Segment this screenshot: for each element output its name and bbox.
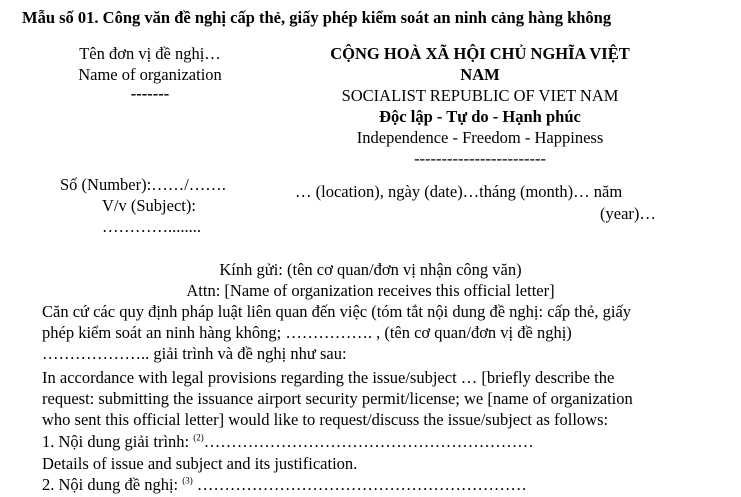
item-1-line bbox=[42, 432, 534, 452]
republic-name-en: SOCIALIST REPUBLIC OF VIET NAM bbox=[341, 86, 619, 105]
subject-dots: …………........ bbox=[102, 217, 201, 236]
body-en-line-3: who sent this official letter] would like to request/discuss the issue/subject as follows: bbox=[42, 410, 609, 429]
republic-name-vi-cont: NAM bbox=[460, 65, 500, 84]
organization-name-vi: Tên đơn vị đề nghị… bbox=[79, 44, 221, 63]
item-1-description: Details of issue and subject and its justification. bbox=[42, 454, 358, 473]
body-vi-line-1: Căn cứ các quy định pháp luật liên quan đến việc (tóm tắt nội dung đề nghị: cấp thẻ, giấy bbox=[42, 302, 632, 321]
republic-name-vi: CỘNG HOÀ XÃ HỘI CHỦ NGHĨA VIỆT bbox=[330, 44, 630, 63]
body-en-line-1: In accordance with legal provisions regarding the issue/subject … [briefly describe the bbox=[42, 368, 615, 387]
body-en-line-2: request: submitting the issuance airport security permit/license; we [name of organization bbox=[42, 389, 633, 408]
organization-name-en: Name of organization bbox=[78, 65, 222, 84]
motto-en: Independence - Freedom - Happiness bbox=[356, 128, 604, 147]
item-2-dots: …………………………………………………… bbox=[196, 475, 527, 494]
right-divider: ------------------------ bbox=[414, 149, 546, 168]
recipient-en: Attn: [Name of organization receives this official letter] bbox=[186, 281, 555, 300]
recipient-vi: Kính gửi: (tên cơ quan/đơn vị nhận công văn) bbox=[219, 260, 522, 279]
item-1-note: (2) bbox=[193, 432, 204, 443]
body-vi-line-3: ……………….. giải trình và đề nghị như sau: bbox=[42, 344, 347, 363]
subject-label: V/v (Subject): bbox=[102, 196, 196, 215]
item-1-label: 1. Nội dung giải trình: bbox=[42, 432, 190, 451]
form-heading: Mẫu số 01. Công văn đề nghị cấp thẻ, giấy phép kiểm soát an ninh cảng hàng không bbox=[22, 8, 612, 27]
date-line: … (location), ngày (date)…tháng (month)… năm bbox=[295, 182, 623, 201]
item-1-dots: …………………………………………………… bbox=[203, 432, 534, 451]
item-2-note: (3) bbox=[182, 475, 193, 486]
motto-vi: Độc lập - Tự do - Hạnh phúc bbox=[379, 107, 581, 126]
left-divider: ------- bbox=[130, 84, 170, 103]
document-number: Số (Number):……/……. bbox=[60, 175, 226, 194]
date-line-year: (year)… bbox=[600, 204, 656, 223]
item-2-label: 2. Nội dung đề nghị: bbox=[42, 475, 179, 494]
body-vi-line-2: phép kiểm soát an ninh hàng không; ……………. , (tên cơ quan/đơn vị đề nghị) bbox=[42, 323, 572, 342]
item-2-line bbox=[42, 475, 527, 495]
